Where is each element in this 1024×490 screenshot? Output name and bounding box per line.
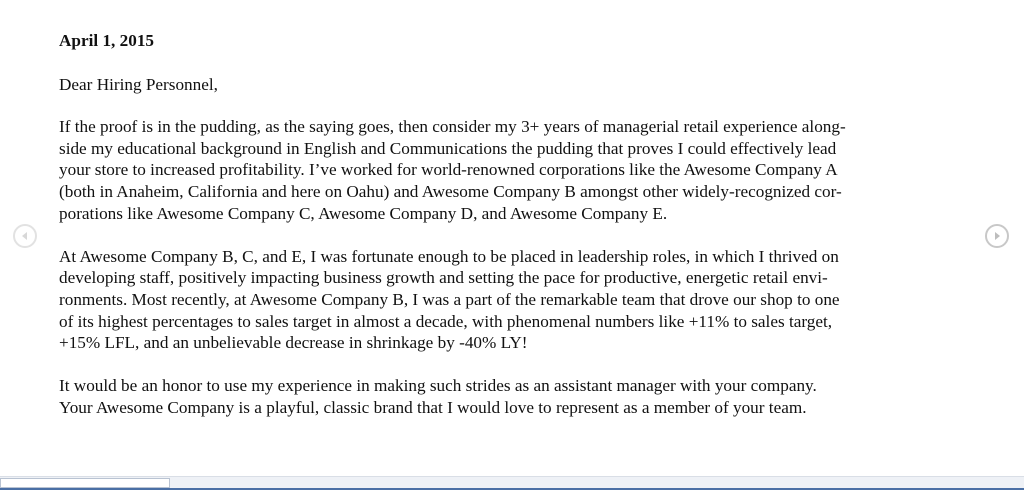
paragraph-1 bbox=[59, 116, 969, 224]
paragraph-line: developing staff, positively impacting business growth and setting the pace for productive, energetic retail envi- bbox=[59, 268, 828, 288]
paragraph-line: porations like Awesome Company C, Awesome Company D, and Awesome Company E. bbox=[59, 203, 668, 223]
paragraph-line: If the proof is in the pudding, as the saying goes, then consider my 3+ years of managerial retail experience along- bbox=[59, 117, 846, 137]
paragraph-line: It would be an honor to use my experience in making such strides as an assistant manager with your company. bbox=[59, 376, 817, 396]
cover-letter bbox=[59, 30, 969, 440]
chevron-left-icon bbox=[15, 226, 35, 246]
paragraph-line: (both in Anaheim, California and here on Oahu) and Awesome Company B amongst other widely-recognized cor- bbox=[59, 181, 842, 201]
next-page-button[interactable] bbox=[985, 224, 1009, 248]
paragraph-line: Your Awesome Company is a playful, classic brand that I would love to represent as a member of your team. bbox=[59, 397, 807, 417]
paragraph-line: ronments. Most recently, at Awesome Company B, I was a part of the remarkable team that drove our shop to one bbox=[59, 289, 840, 309]
paragraph-line: side my educational background in English and Communications the pudding that proves I could effectively lead bbox=[59, 138, 837, 158]
letter-date: April 1, 2015 bbox=[59, 31, 155, 50]
paragraph-2 bbox=[59, 246, 969, 354]
paragraph-line: of its highest percentages to sales target in almost a decade, with phenomenal numbers like +11% to sales target, bbox=[59, 311, 833, 331]
chevron-right-icon bbox=[987, 226, 1007, 246]
paragraph-line: your store to increased profitability. I’ve worked for world-renowned corporations like the Awesome Company A bbox=[59, 160, 838, 180]
scrollbar-thumb[interactable] bbox=[0, 478, 170, 488]
paragraph-line: At Awesome Company B, C, and E, I was fortunate enough to be placed in leadership roles, in which I thrived on bbox=[59, 246, 839, 266]
letter-salutation: Dear Hiring Personnel, bbox=[59, 74, 218, 94]
previous-page-button[interactable] bbox=[13, 224, 37, 248]
paragraph-line: +15% LFL, and an unbelievable decrease in shrinkage by -40% LY! bbox=[59, 333, 528, 353]
paragraph-3 bbox=[59, 375, 969, 418]
